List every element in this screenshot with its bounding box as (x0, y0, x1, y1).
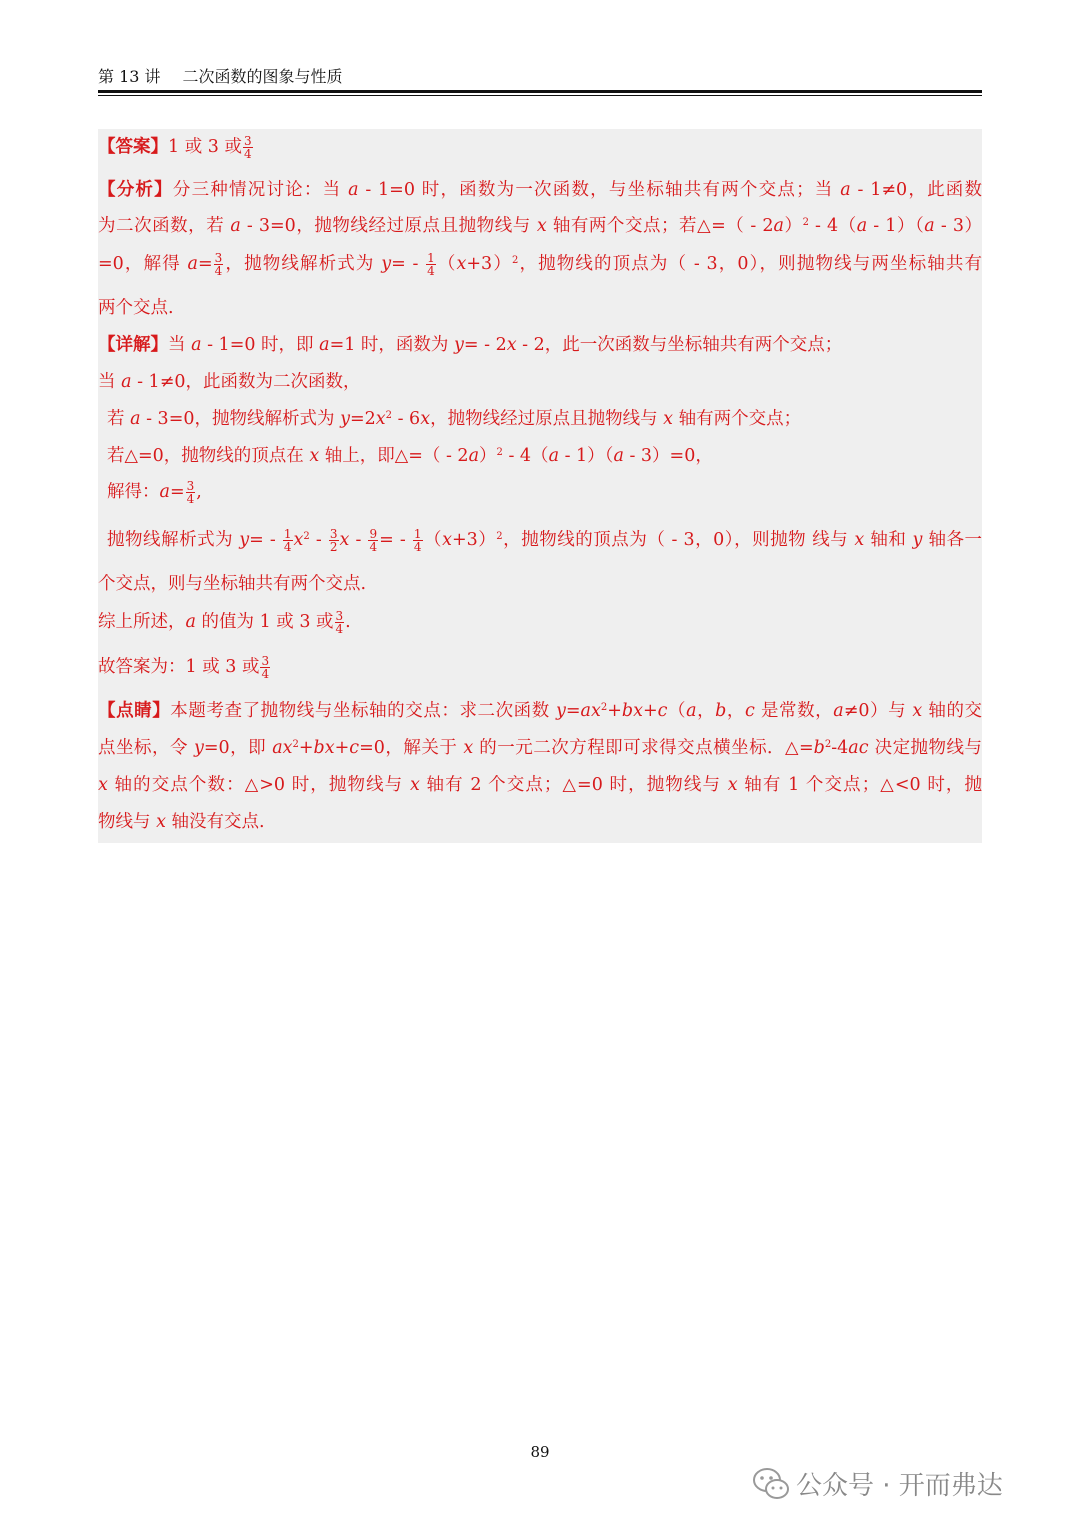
watermark (752, 1465, 1003, 1505)
detail-line-5: 解得：a= $\frac{3}{4}$ , (107, 479, 202, 506)
fraction: $\frac{3}{4}$ (335, 609, 344, 636)
wechat-icon (752, 1467, 790, 1501)
detail-line-3: 若 a - 3=0，抛物线解析式为 $y=2x^2 - 6x$，抛物线经过原点且抛物线与 x 轴有两个交点； (107, 409, 802, 429)
detail-line-6: 抛物线解析式为 y= - $\frac{1}{4}$ $x^2$ - $\frac{3}{2}$ x - $\frac{9}{4}$ = - $\frac{1}{4}$ $(x+3)^2$，抛物线的顶点为（ - 3，0），则抛物 线与 x 轴和 y 轴各一 (107, 527, 982, 554)
fraction: $\frac{1}{4}$ (413, 527, 422, 554)
comment-line-4: 物线与 x 轴没有交点. (98, 812, 265, 832)
header-rule-thin (98, 95, 982, 96)
comment-tag: 【点睛】 (98, 701, 171, 721)
fraction: $\frac{1}{4}$ (283, 527, 292, 554)
analysis-line-1: 【分析】分三种情况讨论：当 a - 1=0 时，函数为一次函数，与坐标轴共有两个交点；当 a - 1≠0，此函数 (98, 180, 983, 200)
page-number: 89 (530, 1443, 550, 1461)
fraction: $\frac{3}{4}$ (243, 134, 252, 161)
fraction: $\frac{3}{4}$ (186, 479, 195, 506)
detail-line-9: 故答案为：1 或 3 或 $\frac{3}{4}$ (98, 654, 270, 681)
lecture-title: 二次函数的图象与性质 (182, 67, 343, 86)
watermark-text: 公众号 · 开而弗达 (796, 1471, 1003, 1501)
analysis-line-2: 为二次函数，若 a - 3=0，抛物线经过原点且抛物线与 x 轴有两个交点；若△=（ - 2a）$^2$ - 4（a - 1）（a - 3） (98, 216, 982, 236)
analysis-tag: 【分析】 (98, 180, 173, 200)
comment-line-2: 点坐标，令 y=0，即 $ax^2+bx+c=0$，解关于 x 的一元二次方程即可求得交点横坐标．$\triangle=b^2-4ac$ 决定抛物线与 (98, 738, 983, 758)
comment-line-3: x 轴的交点个数：△>0 时，抛物线与 x 轴有 2 个交点；△=0 时，抛物线与 x 轴有 1 个交点；△<0 时，抛 (98, 775, 983, 795)
detail-line-4: 若△=0，抛物线的顶点在 x 轴上，即△=（ - 2a）$^2$ - 4（a - 1）（a - 3）=0， (107, 446, 713, 466)
fraction: $\frac{3}{2}$ (329, 527, 338, 554)
answer-tag: 【答案】 (98, 137, 168, 157)
comment-line-1: 【点睛】本题考查了抛物线与坐标轴的交点：求二次函数 $y=ax^2+bx+c(a$，b，c 是常数，a≠0）与 x 轴的交 (98, 701, 983, 721)
page-header (98, 64, 982, 87)
detail-line-7: 个交点，则与坐标轴共有两个交点. (98, 574, 367, 594)
detail-line-2: 当 a - 1≠0，此函数为二次函数， (98, 372, 361, 392)
detail-tag: 【详解】 (98, 335, 168, 355)
fraction: $\frac{3}{4}$ (261, 654, 270, 681)
fraction: $\frac{9}{4}$ (369, 527, 378, 554)
analysis-line-4: 两个交点. (98, 298, 174, 318)
fraction: $\frac{3}{4}$ (214, 251, 223, 278)
fraction: $\frac{1}{4}$ (427, 251, 435, 278)
answer-line: 【答案】1 或 3 或 $\frac{3}{4}$ (98, 134, 252, 161)
analysis-line-3: =0，解得 a= $\frac{3}{4}$ ，抛物线解析式为 y= - $\frac{1}{4}$ $(x+3)^2$，抛物线的顶点为（ - 3，0），则抛物线与两坐标轴共有 (98, 251, 983, 278)
lecture-number: 第 13 讲 (98, 67, 161, 86)
detail-line-1: 【详解】当 a - 1=0 时，即 a=1 时，函数为 y= - 2x - 2，此一次函数与坐标轴共有两个交点； (98, 335, 843, 355)
header-rule-thick (98, 90, 982, 93)
detail-line-8: 综上所述，a 的值为 1 或 3 或 $\frac{3}{4}$ . (98, 609, 351, 636)
